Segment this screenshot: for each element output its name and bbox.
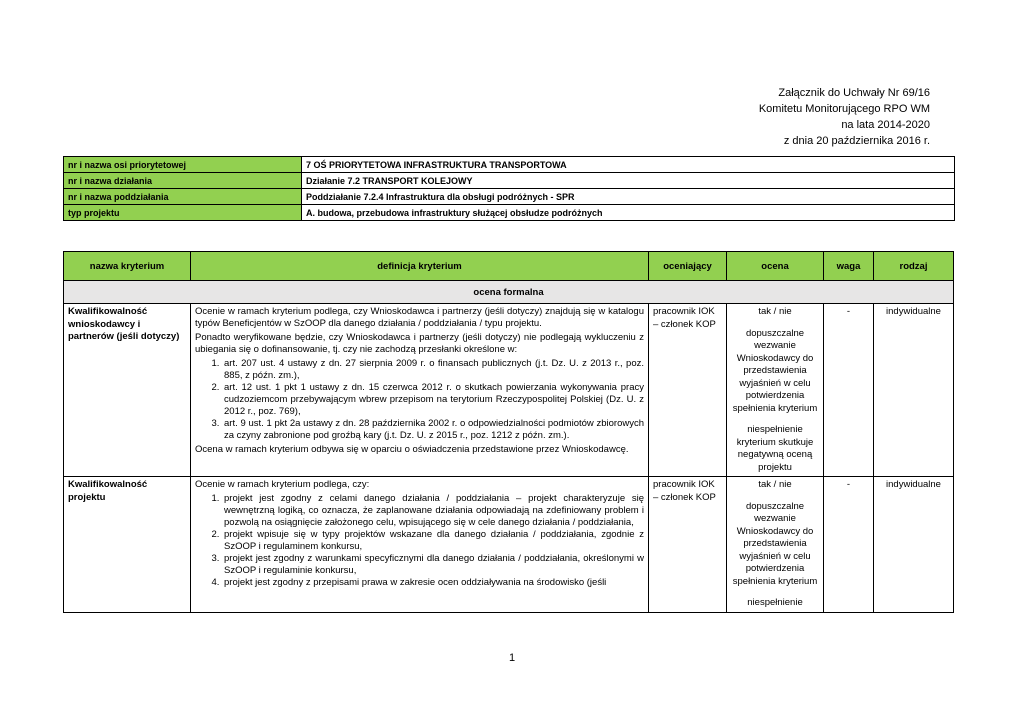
criterion-evaluator: pracownik IOK – członek KOP bbox=[649, 304, 727, 477]
info-key: nr i nazwa poddziałania bbox=[64, 189, 302, 205]
criterion-evaluator: pracownik IOK – członek KOP bbox=[649, 477, 727, 613]
definition-list-item: 4. projekt jest zgodny z przepisami prawa w zakresie ocen oddziaływania na środowisko (jeśli bbox=[222, 577, 644, 589]
info-table bbox=[63, 156, 955, 221]
column-header-definition: definicja kryterium bbox=[191, 252, 649, 281]
definition-paragraph: Ponadto weryfikowane będzie, czy Wnioskodawca i partnerzy (jeśli dotyczy) nie podlegają wykluczeniu z ubiegania się o dofinansowanie, tj. czy nie zachodzą przesłanki określone w: bbox=[195, 332, 644, 355]
info-value: Działanie 7.2 TRANSPORT KOLEJOWY bbox=[302, 173, 955, 189]
criterion-weight: - bbox=[824, 304, 874, 477]
info-row bbox=[64, 173, 955, 189]
definition-list-item: 2. projekt wpisuje się w typy projektów wskazane dla danego działania / poddziałania, zgodnie z SzOOP i regulaminem konkursu, bbox=[222, 529, 644, 553]
criterion-weight: - bbox=[824, 477, 874, 613]
assessment-options: tak / nie bbox=[758, 306, 792, 317]
definition-list-item: 1. projekt jest zgodny z celami danego działania / poddziałania – projekt charakteryzuje się wewnętrzną logiką, co oznacza, że zaplanowane działania odpowiadają na zdefiniowany problem i pozwolą na osiągnięcie założonego celu, wpisującego się w cele danego działania / poddziałania, bbox=[222, 493, 644, 529]
document-header bbox=[759, 85, 930, 149]
criterion-name: Kwalifikowalność projektu bbox=[64, 477, 191, 613]
section-title: ocena formalna bbox=[64, 281, 954, 304]
definition-paragraph: Ocenie w ramach kryterium podlega, czy: bbox=[195, 479, 370, 490]
definition-list-item: 1. art. 207 ust. 4 ustawy z dn. 27 sierpnia 2009 r. o finansach publicznych (j.t. Dz. U. z 2013 r., poz. 885, z późn. zm.), bbox=[222, 358, 644, 382]
info-key: nr i nazwa działania bbox=[64, 173, 302, 189]
definition-list-item: 2. art. 12 ust. 1 pkt 1 ustawy z dn. 15 czerwca 2012 r. o skutkach powierzania wykonywania pracy cudzoziemcom przebywającym wbrew przepisom na terytorium Rzeczypospolitej Polskiej (Dz. U. z 2012 r., poz. 769), bbox=[222, 382, 644, 418]
definition-list-item: 3. art. 9 ust. 1 pkt 2a ustawy z dn. 28 października 2002 r. o odpowiedzialności podmiotów zbiorowych za czyny zabronione pod groźbą kary (j.t. Dz. U. z 2015 r., poz. 1212 z późn. zm.). bbox=[222, 418, 644, 442]
info-key: nr i nazwa osi priorytetowej bbox=[64, 157, 302, 173]
info-row bbox=[64, 189, 955, 205]
info-row bbox=[64, 205, 955, 221]
assessment-note: dopuszczalne wezwanie Wnioskodawcy do przedstawienia wyjaśnień w celu potwierdzenia spełnienia kryterium bbox=[732, 327, 818, 414]
header-line-3: na lata 2014-2020 bbox=[841, 119, 930, 131]
criteria-header-row bbox=[64, 252, 954, 281]
header-line-4: z dnia 20 października 2016 r. bbox=[783, 135, 930, 147]
info-value: Poddziałanie 7.2.4 Infrastruktura dla obsługi podróżnych - SPR bbox=[302, 189, 955, 205]
criterion-definition bbox=[191, 304, 649, 477]
criterion-assessment bbox=[727, 304, 824, 477]
assessment-consequence: niespełnienie bbox=[747, 597, 803, 608]
assessment-note: dopuszczalne wezwanie Wnioskodawcy do przedstawienia wyjaśnień w celu potwierdzenia spełnienia kryterium bbox=[732, 500, 818, 587]
column-header-assessment: ocena bbox=[727, 252, 824, 281]
definition-list bbox=[195, 358, 644, 442]
definition-paragraph: Ocena w ramach kryterium odbywa się w oparciu o oświadczenia przedstawione przez Wnioskodawcę. bbox=[195, 444, 629, 455]
criterion-type: indywidualne bbox=[874, 304, 954, 477]
info-value: 7 OŚ PRIORYTETOWA INFRASTRUKTURA TRANSPORTOWA bbox=[302, 157, 955, 173]
header-line-1: Załącznik do Uchwały Nr 69/16 bbox=[778, 87, 930, 99]
page-number: 1 bbox=[508, 652, 516, 664]
criterion-assessment bbox=[727, 477, 824, 613]
header-line-2: Komitetu Monitorującego RPO WM bbox=[758, 103, 930, 115]
criterion-name: Kwalifikowalność wnioskodawcy i partnerów (jeśli dotyczy) bbox=[64, 304, 191, 477]
definition-list bbox=[195, 493, 644, 589]
info-row bbox=[64, 157, 955, 173]
column-header-evaluator: oceniający bbox=[649, 252, 727, 281]
section-row bbox=[64, 281, 954, 304]
definition-paragraph: Ocenie w ramach kryterium podlega, czy Wnioskodawca i partnerzy (jeśli dotyczy) znajdują się w katalogu typów Beneficjentów w SzOOP dla danego działania / poddziałania / typu projektu. bbox=[195, 306, 644, 329]
criterion-definition bbox=[191, 477, 649, 613]
definition-list-item: 3. projekt jest zgodny z warunkami specyficznymi dla danego działania / poddziałania, określonymi w SzOOP i regulaminie konkursu, bbox=[222, 553, 644, 577]
column-header-type: rodzaj bbox=[874, 252, 954, 281]
column-header-name: nazwa kryterium bbox=[64, 252, 191, 281]
assessment-options: tak / nie bbox=[758, 479, 792, 490]
column-header-weight: waga bbox=[824, 252, 874, 281]
assessment-consequence: niespełnienie kryterium skutkuje negatywną oceną projektu bbox=[736, 424, 814, 473]
info-value: A. budowa, przebudowa infrastruktury służącej obsłudze podróżnych bbox=[302, 205, 955, 221]
info-key: typ projektu bbox=[64, 205, 302, 221]
criteria-table bbox=[63, 251, 954, 613]
criterion-row bbox=[64, 477, 954, 613]
criterion-row bbox=[64, 304, 954, 477]
criterion-type: indywidualne bbox=[874, 477, 954, 613]
